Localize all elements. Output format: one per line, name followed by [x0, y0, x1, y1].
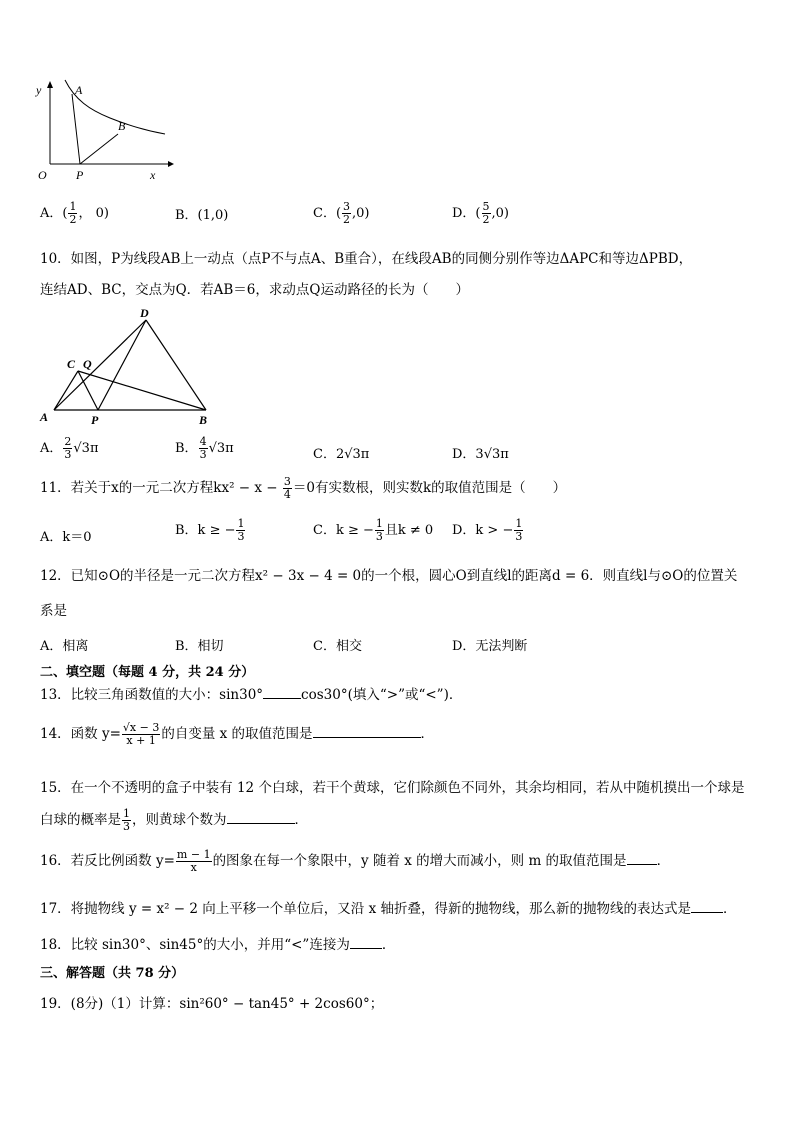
point-d-label: D: [140, 306, 149, 320]
point-q-label: Q: [83, 357, 92, 371]
fraction: $\frac{1}{3}$: [375, 517, 383, 543]
q10-option-c: C．2√3π: [313, 447, 370, 462]
q11-stem: [40, 476, 566, 501]
stem-text: ．: [723, 901, 737, 917]
fraction: $\frac{m - 1}{x}$: [176, 848, 211, 874]
x-axis-label: x: [150, 168, 156, 182]
q10-line1: 10．如图，P为线段AB上一动点（点P不与点A、B重合），在线段AB的同侧分别作等边ΔAPC和等边ΔPBD，: [40, 251, 693, 267]
fraction: $\frac{√x - 3}{x + 1}$: [122, 721, 160, 747]
q18: [40, 936, 395, 954]
y-axis-label: y: [36, 83, 42, 97]
q19: 19．(8分)（1）计算：sin²60° − tan45° + 2cos60°；: [40, 996, 384, 1012]
point-c-label: C: [67, 357, 76, 371]
option-text: B．: [175, 441, 198, 456]
q16: [40, 849, 670, 874]
stem-text: 白球的概率是: [40, 812, 121, 828]
q11-option-d: [452, 518, 524, 543]
fraction: $\frac{1}{3}$: [237, 517, 245, 543]
stem-text: 18．比较 sin30°、sin45°的大小，并用“<”连接为: [40, 937, 350, 953]
point-p-label: P: [91, 413, 99, 427]
answer-blank[interactable]: [313, 725, 421, 738]
q13: [40, 686, 462, 704]
q9-option-d: [452, 201, 509, 226]
q10-option-a: [40, 436, 99, 461]
point-p-label: P: [76, 168, 84, 182]
q12-option-d: D．无法判断: [452, 639, 528, 654]
q12-option-b: B．相切: [175, 639, 224, 654]
section-2-heading: 二、填空题（每题 4 分，共 24 分）: [40, 665, 255, 680]
option-text: D．(: [452, 206, 481, 221]
stem-text: 16．若反比例函数 y=: [40, 853, 175, 869]
q11-option-b: [175, 518, 246, 543]
q11-option-c: [313, 518, 433, 543]
q12-line2: 系是: [40, 603, 67, 619]
fraction: $\frac{5}{2}$: [482, 200, 490, 226]
stem-text: 的自变量 x 的取值范围是: [161, 726, 313, 742]
q10-option-b: [175, 436, 234, 461]
point-b-label: B: [118, 119, 126, 133]
stem-text: ．: [381, 937, 396, 953]
stem-text: 14．函数 y=: [40, 726, 121, 742]
q14: [40, 722, 434, 747]
fraction: $\frac{4}{3}$: [199, 435, 207, 461]
fraction: $\frac{1}{3}$: [515, 517, 523, 543]
stem-text: ．: [656, 853, 671, 869]
answer-blank[interactable]: [227, 811, 295, 824]
option-text: C．k ≥ −: [313, 523, 374, 538]
q12-option-c: C．相交: [313, 639, 362, 654]
stem-text: cos30°(填入“>”或“<”)．: [301, 687, 463, 703]
q9-option-c: [313, 201, 370, 226]
fraction: $\frac{1}{3}$: [123, 807, 130, 833]
q9-option-a: [40, 201, 109, 226]
q15-line2: [40, 808, 308, 833]
point-b-label: B: [199, 413, 208, 427]
stem-text: 的图象在每一个象限中，y 随着 x 的增大而减小，则 m 的取值范围是: [212, 853, 627, 869]
option-text: B．k ≥ −: [175, 523, 236, 538]
triangle-figure: [36, 305, 216, 430]
point-a-label: A: [75, 83, 83, 97]
stem-text: ，则黄球个数为: [132, 812, 227, 828]
q12-line1: 12．已知⊙O的半径是一元二次方程x² − 3x − 4 = 0的一个根，圆心O到直线l的距离d = 6．则直线l与⊙O的位置关: [40, 568, 738, 584]
stem-text: 13．比较三角函数值的大小：sin30°: [40, 687, 264, 703]
point-a-label: A: [40, 410, 49, 424]
option-text: D．k > −: [452, 523, 514, 538]
origin-label: O: [38, 168, 47, 182]
stem-text: ．: [294, 812, 308, 828]
option-text: ,0): [491, 206, 509, 221]
q10-option-d: D．3√3π: [452, 447, 509, 462]
answer-blank[interactable]: [350, 936, 382, 949]
q17: [40, 900, 737, 918]
q11-option-a: A．k＝0: [40, 530, 92, 545]
option-text: 且k ≠ 0: [384, 523, 434, 538]
answer-blank[interactable]: [627, 852, 657, 865]
option-text: √3π: [73, 441, 99, 456]
hyperbola-figure: [30, 78, 180, 183]
option-text: C．(: [313, 206, 342, 221]
answer-blank[interactable]: [263, 686, 301, 699]
section-3-heading: 三、解答题（共 78 分）: [40, 966, 185, 981]
option-text: ， 0): [78, 206, 109, 221]
stem-text: 11．若关于x的一元二次方程kx² − x −: [40, 480, 282, 496]
answer-blank[interactable]: [691, 900, 723, 913]
stem-text: 17．将抛物线 y = x² − 2 向上平移一个单位后，又沿 x 轴折叠，得新的抛物线，那么新的抛物线的表达式是: [40, 901, 691, 917]
option-text: A．(: [40, 206, 68, 221]
stem-text: ．: [420, 726, 435, 742]
q12-option-a: A．相离: [40, 639, 89, 654]
option-text: ,0): [352, 206, 370, 221]
option-text: A．: [40, 441, 63, 456]
fraction: $\frac{2}{3}$: [64, 435, 72, 461]
q10-line2: 连结AD、BC，交点为Q．若AB＝6，求动点Q运动路径的长为（ ）: [40, 282, 469, 298]
fraction: $\frac{1}{2}$: [69, 200, 77, 226]
q15-line1: 15．在一个不透明的盒子中装有 12 个白球，若干个黄球，它们除颜色不同外，其余均相同，若从中随机摸出一个球是: [40, 780, 745, 796]
fraction: $\frac{3}{4}$: [283, 475, 291, 501]
option-text: √3π: [208, 441, 234, 456]
q9-option-b: B．(1,0): [175, 208, 229, 223]
stem-text: ＝0有实数根，则实数k的取值范围是（ ）: [292, 480, 567, 496]
fraction: $\frac{3}{2}$: [343, 200, 351, 226]
